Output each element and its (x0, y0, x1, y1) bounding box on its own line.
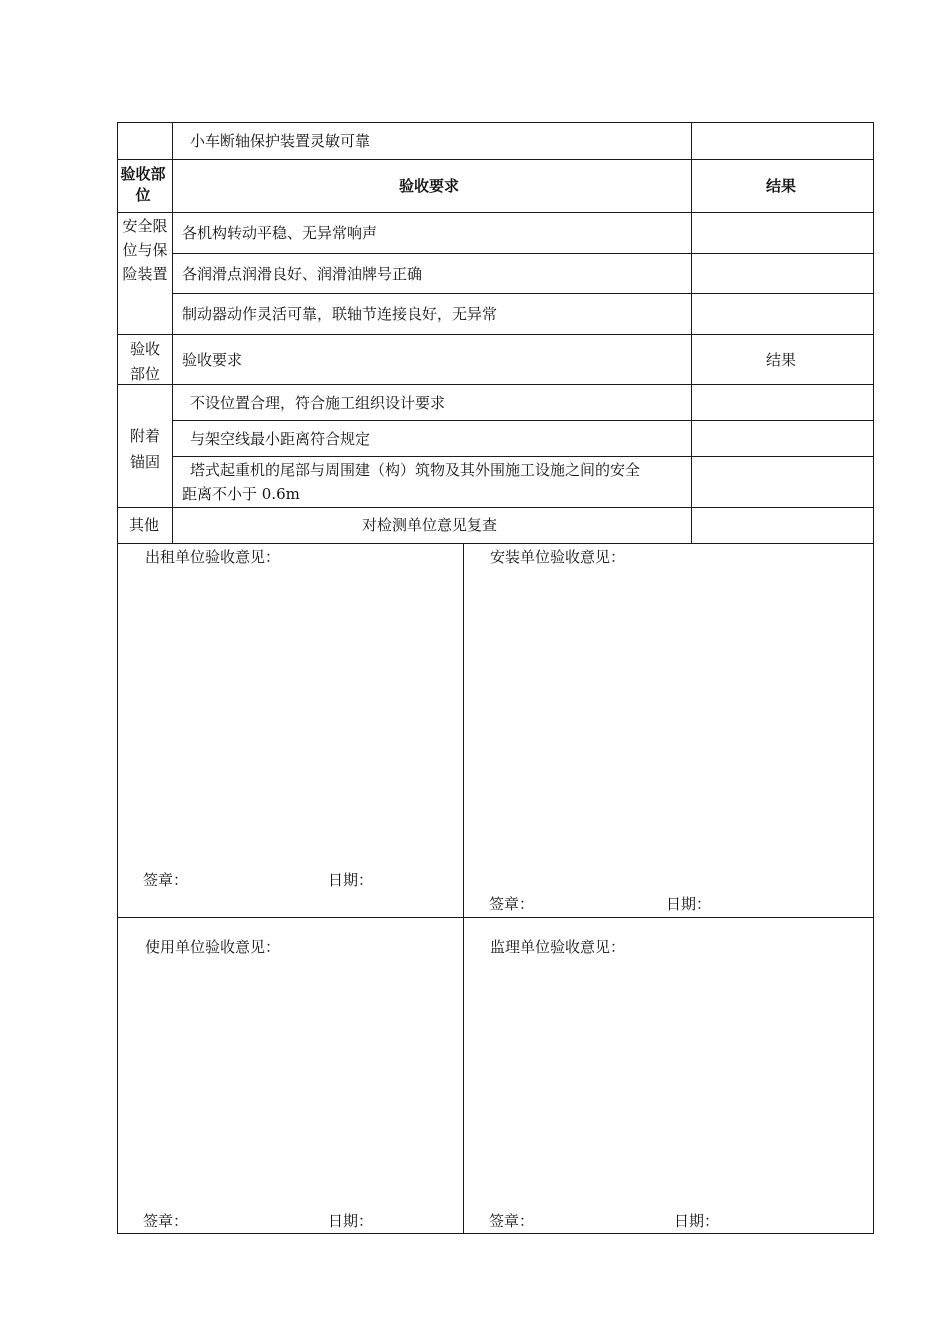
anchor-item: 不设位置合理，符合施工组织设计要求 (190, 394, 446, 412)
hline (117, 122, 874, 123)
safety-item: 各润滑点润滑良好、润滑油牌号正确 (182, 265, 423, 283)
other-requirement: 对检测单位意见复查 (362, 516, 498, 534)
safety-item: 制动器动作灵活可靠，联轴节连接良好，无异常 (182, 305, 498, 323)
hline (172, 456, 874, 457)
hline (117, 507, 874, 508)
hline (117, 543, 874, 544)
hline (117, 334, 874, 335)
header2-requirement: 验收要求 (182, 351, 243, 369)
hline (117, 1233, 874, 1234)
install-opinion-title: 安装单位验收意见： (490, 548, 626, 566)
supervisor-date-label: 日期： (674, 1212, 720, 1230)
header-result: 结果 (766, 177, 797, 195)
opinion-col-divider (463, 543, 464, 1234)
row-text: 小车断轴保护装置灵敏可靠 (190, 132, 371, 150)
user-date-label: 日期： (328, 1212, 374, 1230)
header-requirement: 验收要求 (399, 177, 460, 195)
anchor-item: 与架空线最小距离符合规定 (190, 430, 371, 448)
install-sign-label: 签章： (489, 895, 535, 913)
frame-right (873, 122, 874, 1234)
hline (117, 159, 874, 160)
other-part-label: 其他 (129, 516, 160, 534)
safety-part-label: 安全限位与保险装置 (122, 217, 168, 283)
supervisor-opinion-title: 监理单位验收意见： (490, 938, 626, 956)
hline (172, 420, 874, 421)
rental-sign-label: 签章： (143, 871, 189, 889)
header2-part: 验收部位 (129, 340, 160, 383)
hline (117, 384, 874, 385)
header2-result: 结果 (766, 351, 797, 369)
hline (172, 293, 874, 294)
rental-date-label: 日期： (328, 871, 374, 889)
anchor-item-continued: 距离不小于 0.6m (182, 485, 300, 503)
anchor-part-label: 附着锚固 (129, 427, 160, 471)
hline (117, 917, 874, 918)
frame-left (117, 122, 118, 1234)
safety-item: 各机构转动平稳、无异常响声 (182, 224, 378, 242)
header-part: 验收部位 (120, 165, 166, 204)
supervisor-sign-label: 签章： (489, 1212, 535, 1230)
hline (172, 253, 874, 254)
col-divider-part (172, 122, 173, 544)
rental-opinion-title: 出租单位验收意见： (145, 548, 281, 566)
user-opinion-title: 使用单位验收意见： (145, 938, 281, 956)
hline (117, 212, 874, 213)
col-divider-result (691, 122, 692, 544)
install-date-label: 日期： (666, 895, 712, 913)
user-sign-label: 签章： (143, 1212, 189, 1230)
anchor-item: 塔式起重机的尾部与周围建（构）筑物及其外围施工设施之间的安全 (190, 461, 641, 479)
